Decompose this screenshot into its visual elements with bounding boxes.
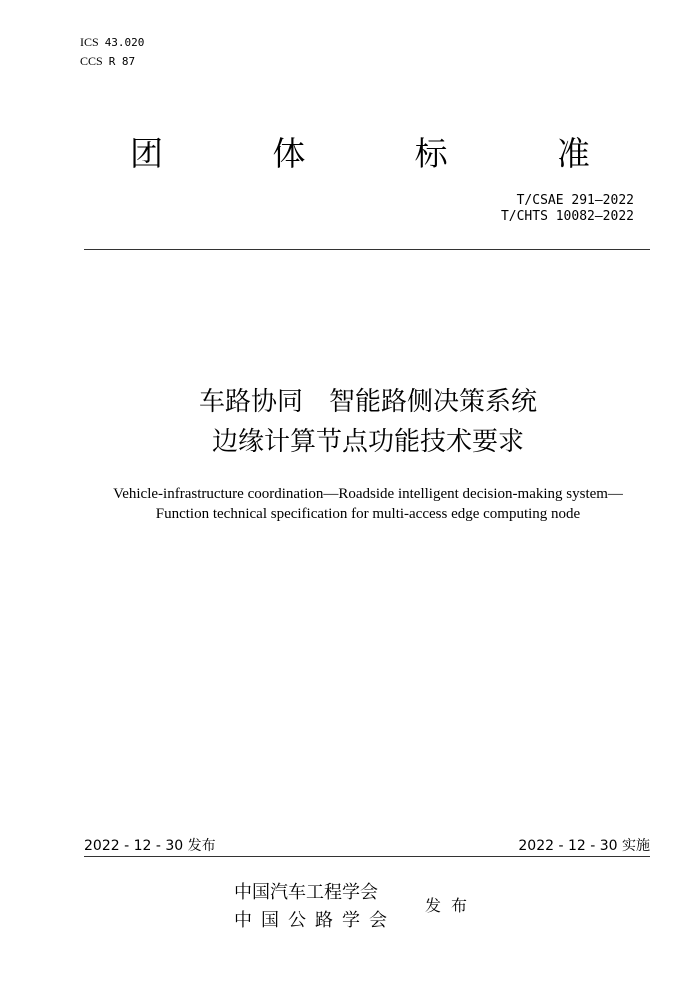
top-divider bbox=[84, 249, 650, 250]
publishers bbox=[234, 879, 396, 935]
classification-codes bbox=[80, 33, 144, 71]
document-type-title bbox=[130, 132, 590, 176]
publisher-chts: 中国公路学会 bbox=[234, 910, 396, 931]
ccs-value: R 87 bbox=[108, 55, 136, 68]
ccs-label: CCS bbox=[80, 54, 103, 68]
publish-label: 发布 bbox=[425, 896, 478, 915]
standard-numbers bbox=[501, 193, 634, 225]
chinese-title bbox=[0, 382, 700, 462]
ccs-row bbox=[80, 52, 144, 71]
ics-label: ICS bbox=[80, 35, 99, 49]
standard-number-csae: T/CSAE 291—2022 bbox=[516, 193, 634, 208]
release-date: 2022 - 12 - 30 发布 bbox=[84, 838, 216, 854]
english-title-line-2: Function technical specification for multi-access edge computing node bbox=[155, 506, 581, 522]
chinese-title-line-1: 车路协同 智能路侧决策系统 bbox=[198, 387, 537, 417]
bottom-divider bbox=[84, 856, 650, 857]
doc-type-char: 准 bbox=[556, 134, 590, 173]
ics-value: 43.020 bbox=[104, 36, 145, 49]
doc-type-char: 体 bbox=[272, 134, 306, 173]
doc-type-char: 团 bbox=[130, 134, 163, 173]
english-title-line-1: Vehicle-infrastructure coordination—Roadside intelligent decision-making system— bbox=[113, 486, 623, 502]
implementation-date: 2022 - 12 - 30 实施 bbox=[518, 838, 650, 854]
publisher-saec: 中国汽车工程学会 bbox=[234, 882, 378, 903]
ics-row bbox=[80, 33, 144, 52]
standard-number-chts: T/CHTS 10082—2022 bbox=[500, 209, 634, 224]
chinese-title-line-2: 边缘计算节点功能技术要求 bbox=[211, 427, 524, 457]
doc-type-char: 标 bbox=[414, 134, 448, 173]
english-title bbox=[0, 484, 700, 524]
